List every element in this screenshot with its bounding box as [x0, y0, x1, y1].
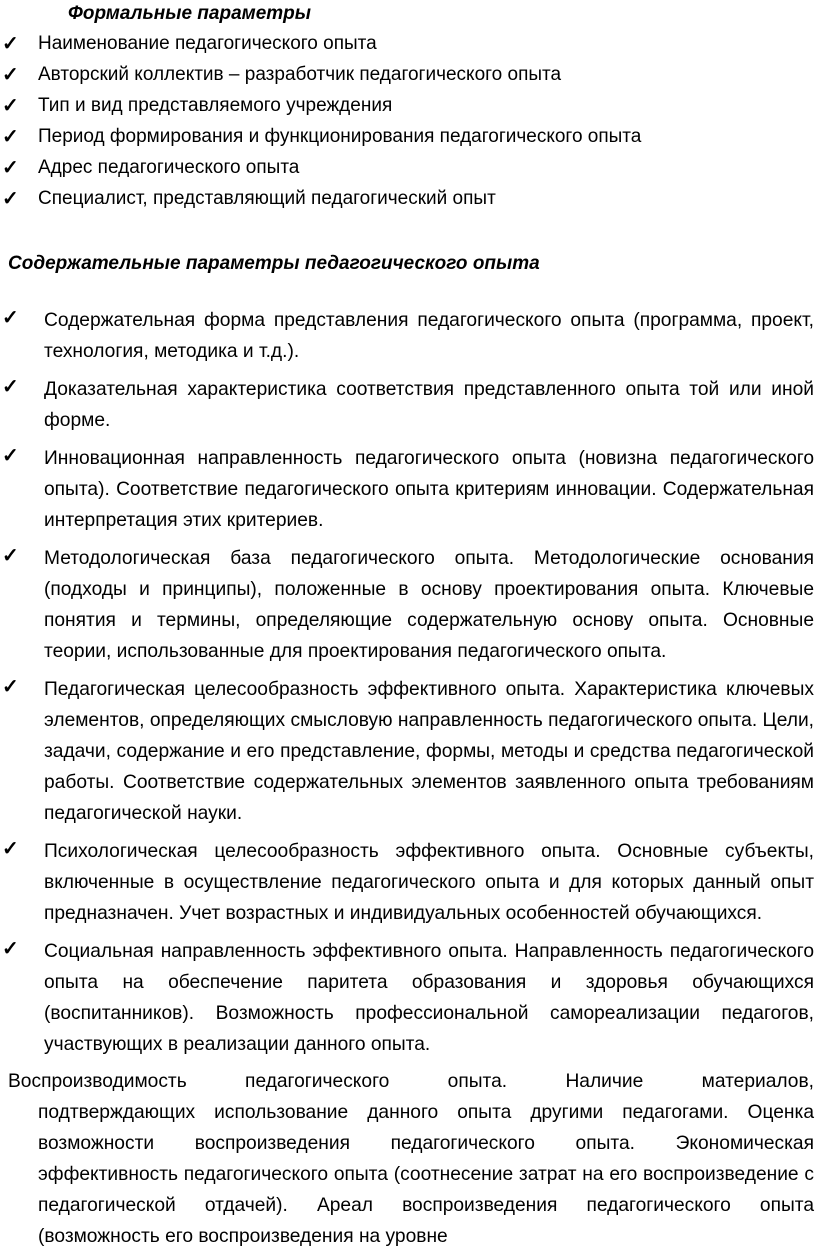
list-item-text: Психологическая целесообразность эффективного опыта. Основные субъекты, включенные в осуществление педагогического опыта и для которых данный опыт предназначен. Учет возрастных и индивидуальных особенностей обучающихся. — [44, 841, 814, 924]
reproducibility-first-line: Воспроизводимость педагогического опыта. Наличие материалов, — [8, 1071, 814, 1092]
checkmark-icon: ✓ — [2, 126, 19, 148]
checkmark-icon: ✓ — [2, 445, 19, 467]
list-item-text: Инновационная направленность педагогического опыта (новизна педагогического опыта). Соответствие педагогического опыта критериям инновации. Содержательная интерпретация этих критериев. — [44, 448, 814, 531]
list-item-text: Тип и вид представляемого учреждения — [38, 95, 393, 116]
list-item — [0, 936, 816, 1060]
checkmark-icon: ✓ — [2, 838, 19, 860]
list-item-text: Педагогическая целесообразность эффективного опыта. Характеристика ключевых элементов, определяющих смысловую направленность педагогического опыта. Цели, задачи, содержание и его представление, формы, методы и средства педагогической работы. Соответствие содержательных элементов заявленного опыта требованиям педагогической науки. — [44, 679, 814, 824]
list-item — [0, 64, 816, 95]
list-item-text: Методологическая база педагогического опыта. Методологические основания (подходы и принципы), положенные в основу проектирования опыта. Ключевые понятия и термины, определяющие содержательную основу опыта. Основные теории, использованные для проектирования педагогического опыта. — [44, 548, 814, 662]
list-item — [0, 188, 816, 219]
content-parameters-heading: Содержательные параметры педагогического опыта — [8, 253, 540, 274]
checkmark-icon: ✓ — [2, 545, 19, 567]
formal-parameters-heading: Формальные параметры — [68, 3, 311, 24]
list-item — [0, 836, 816, 929]
list-item-text: Период формирования и функционирования педагогического опыта — [38, 126, 642, 147]
list-item-text: Адрес педагогического опыта — [38, 157, 300, 178]
checkmark-icon: ✓ — [2, 157, 19, 179]
list-item — [0, 126, 816, 157]
list-item-text: Наименование педагогического опыта — [38, 33, 377, 54]
list-item — [0, 374, 816, 436]
checkmark-icon: ✓ — [2, 95, 19, 117]
list-item — [0, 95, 816, 126]
formal-parameters-list — [0, 33, 816, 219]
checkmark-icon: ✓ — [2, 307, 19, 329]
checkmark-icon: ✓ — [2, 376, 19, 398]
list-item — [0, 674, 816, 829]
checkmark-icon: ✓ — [2, 676, 19, 698]
reproducibility-paragraph — [8, 1066, 814, 1252]
list-item-text: Авторский коллектив – разработчик педагогического опыта — [38, 64, 562, 85]
list-item — [0, 33, 816, 64]
list-item-text: Социальная направленность эффективного опыта. Направленность педагогического опыта на обеспечение паритета образования и здоровья обучающихся (воспитанников). Возможность профессиональной самореализации педагогов, участвующих в реализации данного опыта. — [44, 941, 814, 1055]
list-item — [0, 157, 816, 188]
list-item — [0, 443, 816, 536]
list-item — [0, 305, 816, 367]
checkmark-icon: ✓ — [2, 938, 19, 960]
list-item-text: Содержательная форма представления педагогического опыта (программа, проект, технология, методика и т.д.). — [44, 310, 814, 362]
checkmark-icon: ✓ — [2, 33, 19, 55]
content-parameters-list — [0, 305, 816, 1067]
list-item — [0, 543, 816, 667]
checkmark-icon: ✓ — [2, 188, 19, 210]
reproducibility-continuation: подтверждающих использование данного опыта другими педагогами. Оценка возможности воспроизведения педагогического опыта. Экономическая эффективность педагогического опыта (соотнесение затрат на его воспроизведение с педагогической отдачей). Ареал воспроизведения педагогического опыта (возможность его воспроизведения на уровне — [38, 1102, 814, 1247]
list-item-text: Специалист, представляющий педагогический опыт — [38, 188, 496, 209]
list-item-text: Доказательная характеристика соответствия представленного опыта той или иной форме. — [44, 379, 814, 431]
checkmark-icon: ✓ — [2, 64, 19, 86]
